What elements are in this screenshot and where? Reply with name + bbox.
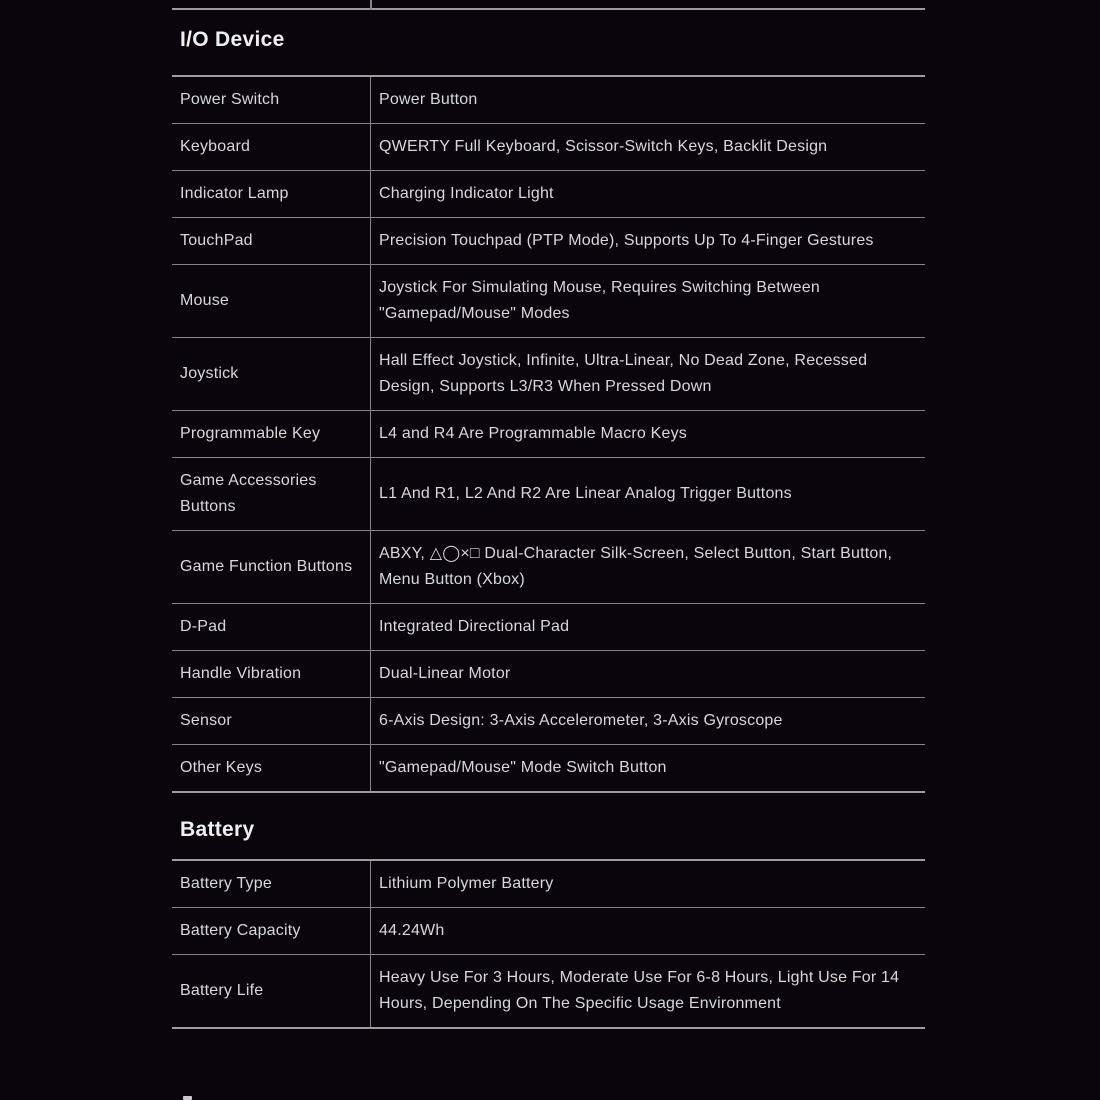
spec-label: Battery Life — [180, 982, 264, 999]
spec-label: Programmable Key — [180, 425, 321, 442]
spec-value: ABXY, △◯×□ Dual-Character Silk-Screen, Select Button, Start Button, Menu Button (Xbox) — [370, 531, 925, 603]
section-title-battery: Battery — [180, 818, 255, 841]
spec-value: Charging Indicator Light — [370, 171, 925, 217]
table-row — [172, 650, 925, 697]
spec-label: Game Function Buttons — [180, 558, 353, 575]
spec-label: Handle Vibration — [180, 665, 302, 682]
io-device-section — [172, 27, 925, 793]
table-row — [172, 337, 925, 410]
table-row — [172, 457, 925, 530]
spec-value: QWERTY Full Keyboard, Scissor-Switch Keys, Backlit Design — [370, 124, 925, 170]
next-section-heading-fragment — [183, 1096, 192, 1100]
table-row — [172, 123, 925, 170]
table-row — [172, 954, 925, 1027]
spec-value: Integrated Directional Pad — [370, 604, 925, 650]
section-title-io-device: I/O Device — [180, 28, 285, 51]
table-row — [172, 410, 925, 457]
spec-value: L4 and R4 Are Programmable Macro Keys — [370, 411, 925, 457]
spec-label: D-Pad — [180, 618, 227, 635]
table-row — [172, 861, 925, 907]
spec-value: Joystick For Simulating Mouse, Requires Switching Between "Gamepad/Mouse" Modes — [370, 265, 925, 337]
spec-value: "Gamepad/Mouse" Mode Switch Button — [370, 745, 925, 791]
spec-value: Hall Effect Joystick, Infinite, Ultra-Linear, No Dead Zone, Recessed Design, Supports L3/R3 When Pressed Down — [370, 338, 925, 410]
table-row — [172, 907, 925, 954]
spec-value: Dual-Linear Motor — [370, 651, 925, 697]
spec-label: TouchPad — [180, 232, 253, 249]
table-row — [172, 697, 925, 744]
spec-label: Keyboard — [180, 138, 251, 155]
table-row — [172, 170, 925, 217]
table-row — [172, 77, 925, 123]
spec-label: Joystick — [180, 365, 239, 382]
spec-value: Heavy Use For 3 Hours, Moderate Use For 6-8 Hours, Light Use For 14 Hours, Depending On The Specific Usage Environment — [370, 955, 925, 1027]
battery-section — [172, 817, 925, 1029]
spec-label: Indicator Lamp — [180, 185, 289, 202]
spec-value: 44.24Wh — [370, 908, 925, 954]
table-row — [172, 603, 925, 650]
table-row — [172, 217, 925, 264]
spec-label: Power Switch — [180, 91, 280, 108]
spec-value: Power Button — [370, 77, 925, 123]
spec-value: 6-Axis Design: 3-Axis Accelerometer, 3-Axis Gyroscope — [370, 698, 925, 744]
spec-sheet — [172, 0, 925, 1029]
spec-label: Other Keys — [180, 759, 263, 776]
spec-label: Mouse — [180, 292, 230, 309]
column-divider-stub — [370, 0, 372, 10]
table-row — [172, 264, 925, 337]
spec-value: Lithium Polymer Battery — [370, 861, 925, 907]
spec-label: Battery Capacity — [180, 922, 301, 939]
spec-label: Game Accessories Buttons — [180, 472, 317, 515]
battery-table — [172, 859, 925, 1029]
prev-table-remnant — [172, 0, 925, 10]
spec-value: L1 And R1, L2 And R2 Are Linear Analog Trigger Buttons — [370, 458, 925, 530]
spec-label: Sensor — [180, 712, 232, 729]
spec-label: Battery Type — [180, 875, 272, 892]
io-device-table — [172, 75, 925, 793]
table-row — [172, 744, 925, 791]
spec-value: Precision Touchpad (PTP Mode), Supports Up To 4-Finger Gestures — [370, 218, 925, 264]
table-row — [172, 530, 925, 603]
